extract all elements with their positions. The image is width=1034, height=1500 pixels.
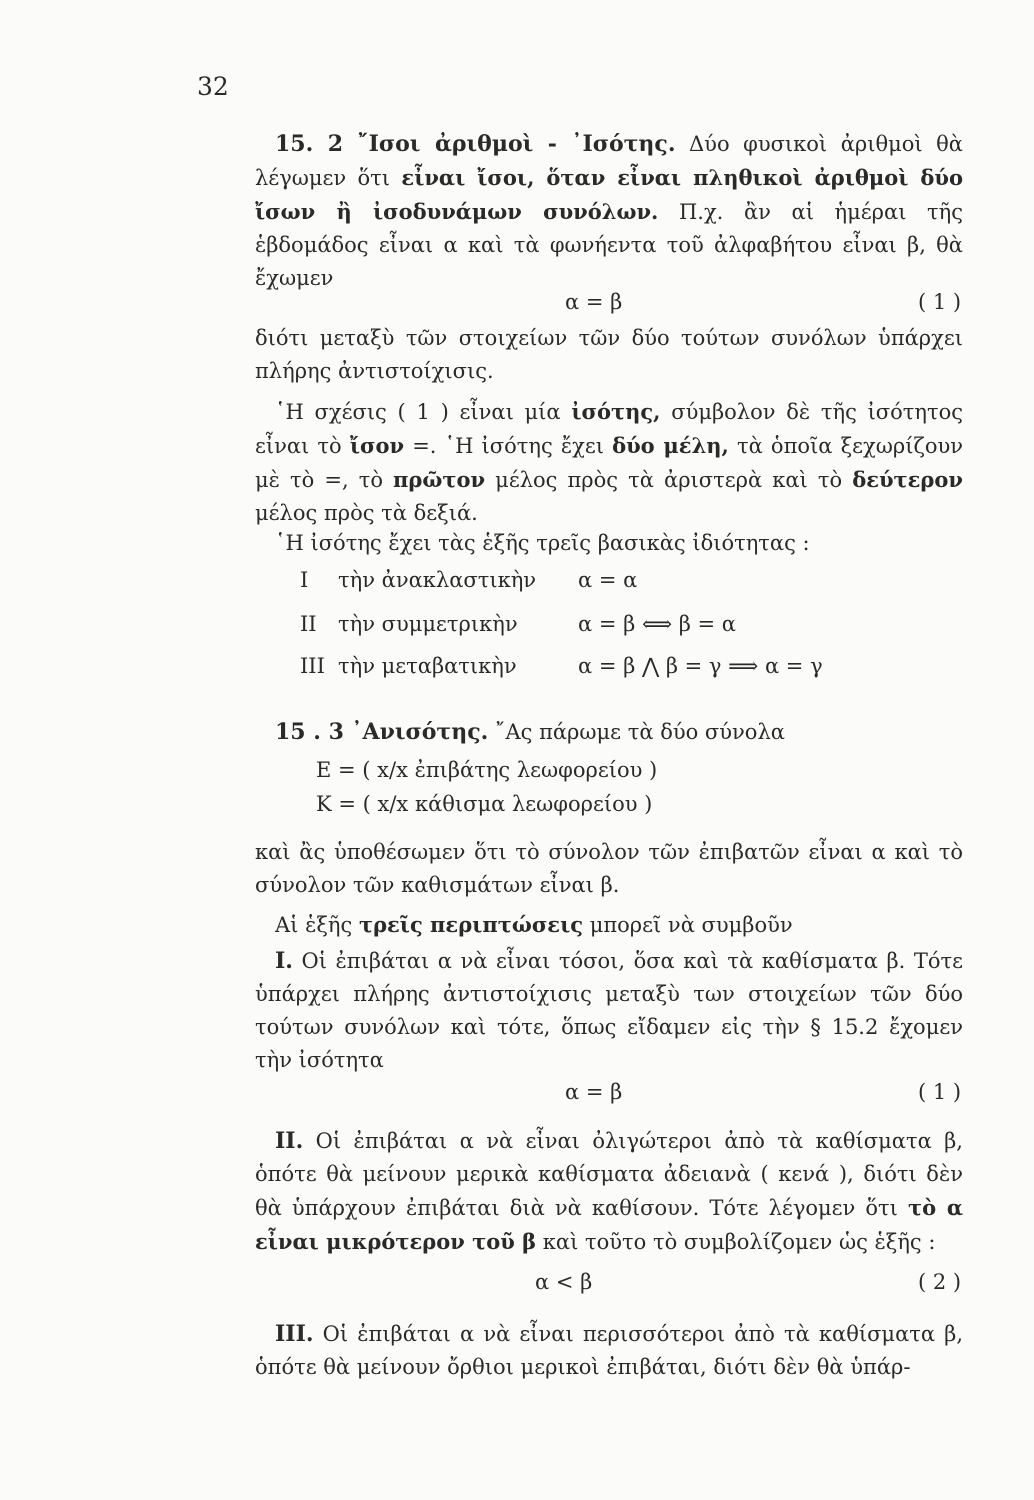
property-reflexive: I τὴν ἀνακλαστικὴν α = α <box>300 568 638 592</box>
case-II: II. Οἱ ἐπιβάται α νὰ εἶναι ὀλιγώτεροι ἀπὸ τὰ καθίσματα β, ὁπότε θὰ μείνουν μερικὰ καθίσματα ἀδειανὰ ( κενά ), διότι δὲν θὰ ὑπάρχουν ἐπιβάται διὰ νὰ καθίσουν. Τότε λέγομεν ὅτι τὸ α εἶναι μικρότερον τοῦ β καὶ τοῦτο τὸ συμβολίζομεν ὡς ἑξῆς : <box>255 1128 964 1254</box>
case-I-equation-number: ( 1 ) <box>918 1080 962 1104</box>
section-15-3-intro: 15 . 3 ᾿Ανισότης. ῎Ας πάρωμε τὰ δύο σύνολα <box>275 719 785 745</box>
equation-1: α = β <box>565 290 623 314</box>
case-III: III. Οἱ ἐπιβάται α νὰ εἶναι περισσότεροι ἀπὸ τὰ καθίσματα β, ὁπότε θὰ μείνουν ὄρθιοι μερικοὶ ἐπιβάται, διότι δὲν θὰ ὑπάρ- <box>255 1321 963 1379</box>
paragraph-equality-relation: ῾Η σχέσις ( 1 ) εἶναι μία ἰσότης, σύμβολον δὲ τῆς ἰσότητος εἶναι τὸ ἴσον =. ῾Η ἰσότης ἔχει δύο μέλη, τὰ ὁποῖα ξεχωρίζουν μὲ τὸ =, τὸ πρῶτον μέλος πρὸς τὰ ἀριστερὰ καὶ τὸ δεύτερον μέλος πρὸς τὰ δεξιά. <box>255 399 963 525</box>
equation-1-number: ( 1 ) <box>918 290 962 314</box>
definition-bold: εἶναι ἴσοι, ὅταν εἶναι πληθικοὶ ἀριθμοὶ δύο ἴσων ἢ ἰσοδυνάμων συνόλων. <box>255 165 963 224</box>
section-15-2-heading: 15. 2 ῎Ισοι ἀριθμοὶ - ᾿Ισότης. <box>275 131 676 157</box>
property-symmetric: II τὴν συμμετρικὴν α = β ⟺ β = α <box>300 612 736 636</box>
property-transitive: III τὴν μεταβατικὴν α = β ⋀ β = γ ⟹ α = γ <box>300 654 823 678</box>
section-15-3-heading: 15 . 3 ᾿Ανισότης. <box>275 719 489 745</box>
paragraph-properties-intro: ῾Η ἰσότης ἔχει τὰς ἑξῆς τρεῖς βασικὰς ἰδιότητας : <box>275 531 810 555</box>
case-I-equation: α = β <box>565 1080 623 1104</box>
case-I: I. Οἱ ἐπιβάται α νὰ εἶναι τόσοι, ὅσα καὶ τὰ καθίσματα β. Τότε ὑπάρχει πλήρης ἀντιστοίχισις μεταξὺ των στοιχείων τῶν δύο τούτων συνόλων καὶ τότε, ὅπως εἴδαμεν εἰς τὴν § 15.2 ἔχομεν τὴν ἰσότητα <box>255 948 963 1072</box>
section-15-2-intro: 15. 2 ῎Ισοι ἀριθμοὶ - ᾿Ισότης. Δύο φυσικοὶ ἀριθμοὶ θὰ λέγωμεν ὅτι εἶναι ἴσοι, ὅταν εἶναι πληθικοὶ ἀριθμοὶ δύο ἴσων ἢ ἰσοδυνάμων συνόλων. Π.χ. ἂν αἱ ἡμέραι τῆς ἑβδομάδος εἶναι α καὶ τὰ φωνήεντα τοῦ ἀλφαβήτου εἶναι β, θὰ ἔχωμεν <box>255 131 963 290</box>
paragraph-sets-assumption: καὶ ἂς ὑποθέσωμεν ὅτι τὸ σύνολον τῶν ἐπιβατῶν εἶναι α καὶ τὸ σύνολον τῶν καθισμάτων εἶναι β. <box>255 840 963 897</box>
case-II-equation-number: ( 2 ) <box>918 1270 962 1294</box>
paragraph-correspondence: διότι μεταξὺ τῶν στοιχείων τῶν δύο τούτων συνόλων ὑπάρχει πλήρης ἀντιστοίχισις. <box>255 326 963 383</box>
set-K-definition: Κ = ( x/x κάθισμα λεωφορείου ) <box>316 792 653 816</box>
page-number: 32 <box>197 72 229 101</box>
set-E-definition: Ε = ( x/x ἐπιβάτης λεωφορείου ) <box>316 758 658 782</box>
case-II-inequality: α < β <box>535 1270 593 1294</box>
paragraph-three-cases: Αἱ ἑξῆς τρεῖς περιπτώσεις μπορεῖ νὰ συμβοῦν <box>275 912 793 937</box>
